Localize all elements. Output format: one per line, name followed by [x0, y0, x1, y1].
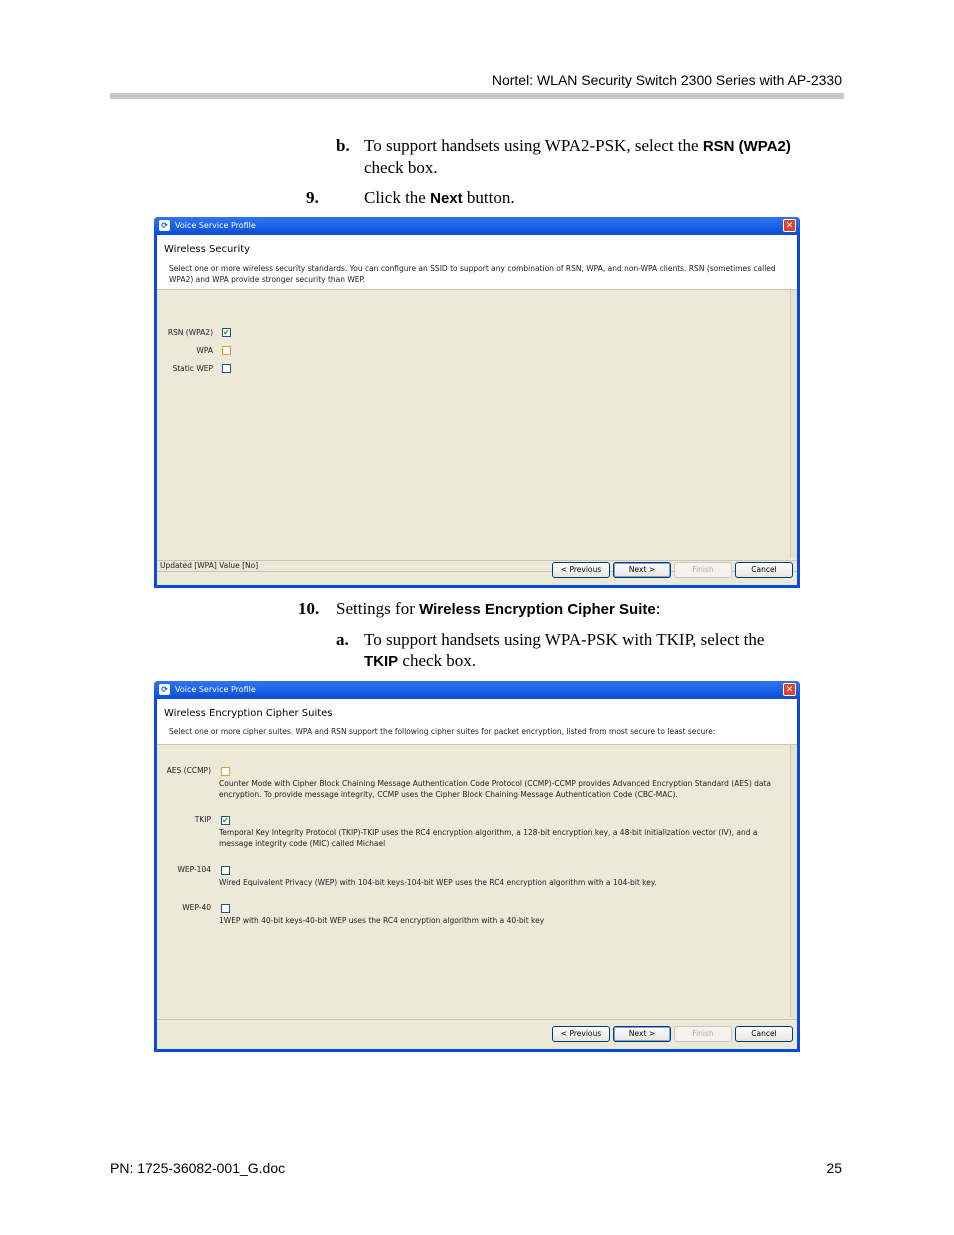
- option-label-wpa: WPA: [196, 346, 213, 355]
- close-icon[interactable]: ✕: [783, 219, 796, 232]
- window-title: Voice Service Profile: [175, 685, 256, 694]
- dialog-body: [157, 699, 797, 1049]
- checkbox-wep40[interactable]: [221, 904, 230, 913]
- step-text-cont: check box.: [398, 651, 477, 670]
- dialog-heading: Wireless Encryption Cipher Suites: [164, 708, 333, 719]
- title-bar[interactable]: [154, 217, 800, 235]
- step-text: Click the: [364, 188, 431, 207]
- step-text-cont: :: [655, 599, 661, 618]
- option-desc-wep104: Wired Equivalent Privacy (WEP) with 104-bit keys-104-bit WEP uses the RC4 encryption algorithm with a 104-bit key.: [219, 878, 657, 887]
- running-header: Nortel: WLAN Security Switch 2300 Series with AP-2330: [491, 72, 842, 88]
- step-number: 10.: [298, 599, 320, 618]
- check-icon: ✔: [223, 328, 230, 337]
- option-label-aes: AES (CCMP): [166, 766, 211, 775]
- option-label-wep40: WEP-40: [182, 903, 211, 912]
- check-icon: ✔: [222, 816, 229, 825]
- step-number: a.: [336, 630, 349, 649]
- step-bold: TKIP: [364, 653, 399, 670]
- checkbox-aes[interactable]: [221, 767, 230, 776]
- dialog-description: Select one or more wireless security standards. You can configure an SSID to support any combination of RSN, WPA, and non-WPA clients. RSN (sometimes called WPA2) and WPA provide stronger security than WEP.: [169, 264, 776, 284]
- step-text: Settings for: [336, 599, 420, 618]
- dialog-header: [157, 235, 797, 290]
- option-label-rsn: RSN (WPA2): [167, 328, 213, 337]
- step-bold: Next: [430, 190, 463, 207]
- close-icon[interactable]: ✕: [783, 683, 796, 696]
- option-label-tkip: TKIP: [194, 815, 211, 824]
- step-a: [336, 629, 836, 672]
- cancel-button[interactable]: Cancel: [735, 562, 793, 578]
- checkbox-rsn[interactable]: [222, 328, 231, 337]
- scrollbar[interactable]: [790, 745, 797, 1017]
- dialog-description: Select one or more cipher suites. WPA and RSN support the following cipher suites for packet encryption, listed from most secure to least secure:: [169, 727, 716, 736]
- previous-button[interactable]: < Previous: [552, 562, 610, 578]
- dialog-header: [157, 699, 797, 745]
- finish-button[interactable]: Finish: [674, 562, 732, 578]
- app-icon: ⟳: [159, 220, 170, 231]
- checkbox-tkip[interactable]: [221, 816, 230, 825]
- status-bar: Updated [WPA] Value [No]: [157, 560, 797, 572]
- step-10: [298, 598, 838, 620]
- step-text-cont: check box.: [364, 158, 438, 177]
- page-number: 25: [826, 1160, 842, 1176]
- next-button[interactable]: Next >: [613, 562, 671, 578]
- step-text: To support handsets using WPA-PSK with TKIP, select the: [364, 630, 765, 649]
- title-bar[interactable]: [154, 681, 800, 699]
- option-desc-tkip: Temporal Key Integrity Protocol (TKIP)-TKIP uses the RC4 encryption algorithm, a 128-bit encryption key, a 48-bit initialization vector (IV), and a message integrity code (MIC) called Michael: [219, 828, 758, 848]
- option-label-static-wep: Static WEP: [172, 364, 213, 373]
- dialog-wireless-security: [154, 217, 800, 588]
- step-text: To support handsets using WPA2-PSK, select the: [364, 136, 703, 155]
- checkbox-wpa[interactable]: [222, 346, 231, 355]
- scrollbar[interactable]: [790, 290, 797, 557]
- step-number: b.: [336, 136, 350, 155]
- option-label-wep104: WEP-104: [177, 865, 211, 874]
- dialog-body: [157, 235, 797, 585]
- checkbox-static-wep[interactable]: [222, 364, 231, 373]
- window-title: Voice Service Profile: [175, 221, 256, 230]
- footer-part-number: PN: 1725-36082-001_G.doc: [110, 1160, 286, 1176]
- cancel-button[interactable]: Cancel: [735, 1026, 793, 1042]
- step-text-cont: button.: [462, 188, 515, 207]
- option-desc-aes: Counter Mode with Cipher Block Chaining Message Authentication Code Protocol (CCMP)-CCMP provides Advanced Encryption Standard (AES) data encryption. To provide message integrity, CCMP uses the Cipher Block Chaining Message Authentication Code (CBC-MAC).: [219, 779, 772, 799]
- step-number: 9.: [306, 188, 319, 207]
- step-bold: RSN (WPA2): [702, 138, 791, 155]
- step-b: [336, 135, 836, 178]
- header-rule: [110, 93, 844, 99]
- next-button[interactable]: Next >: [613, 1026, 671, 1042]
- dialog-heading: Wireless Security: [164, 244, 251, 255]
- checkbox-wep104[interactable]: [221, 866, 230, 875]
- finish-button[interactable]: Finish: [674, 1026, 732, 1042]
- button-bar: [157, 555, 797, 585]
- button-bar: [157, 1019, 797, 1049]
- previous-button[interactable]: < Previous: [552, 1026, 610, 1042]
- app-icon: ⟳: [159, 684, 170, 695]
- step-9: [306, 187, 806, 209]
- step-bold: Wireless Encryption Cipher Suite: [419, 601, 656, 618]
- dialog-cipher-suites: [154, 681, 800, 1052]
- option-desc-wep40: 1WEP with 40-bit keys-40-bit WEP uses the RC4 encryption algorithm with a 40-bit key: [219, 916, 545, 925]
